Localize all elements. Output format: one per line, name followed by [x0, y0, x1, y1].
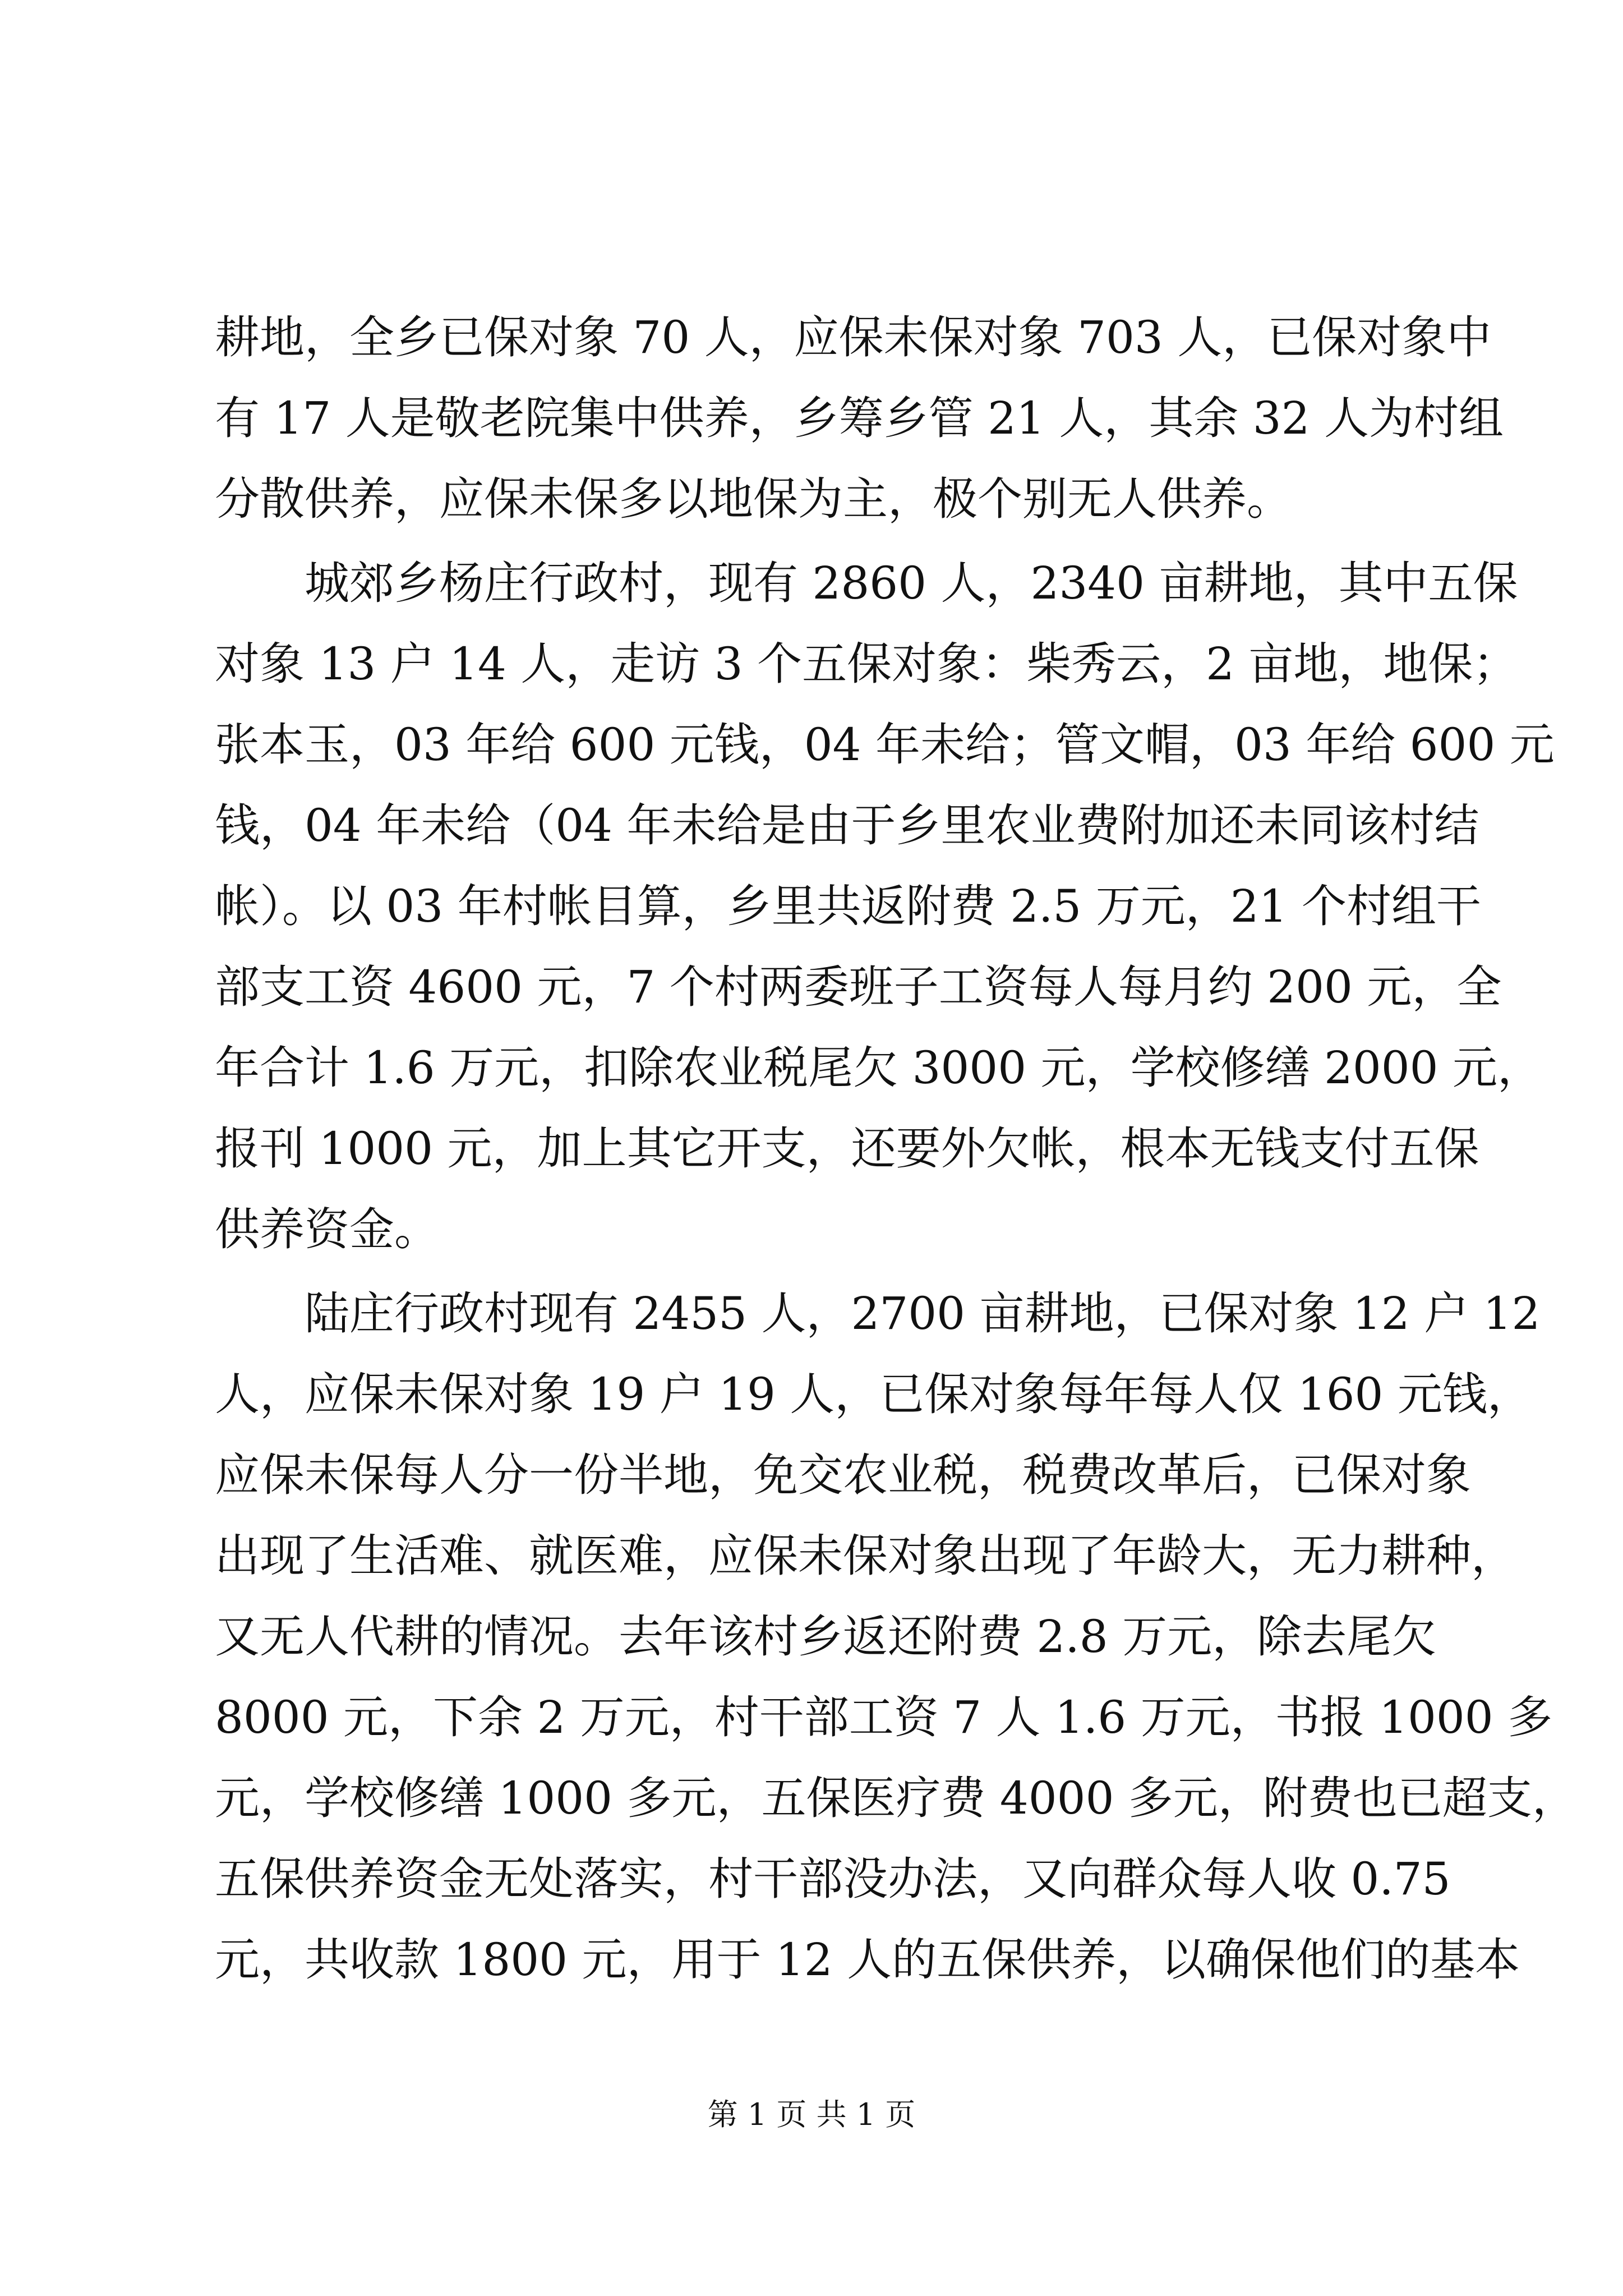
text-line: 报刊 1000 元，加上其它开支，还要外欠帐，根本无钱支付五保 — [215, 1122, 1479, 1175]
text-line: 出现了生活难、就医难，应保未保对象出现了年龄大，无力耕种， — [215, 1530, 1516, 1582]
text-line: 又无人代耕的情况。去年该村乡返还附费 2.8 万元，除去尾欠 — [215, 1611, 1437, 1663]
text-line: 应保未保每人分一份半地，免交农业税，税费改革后，已保对象 — [215, 1449, 1471, 1501]
text-line: 人，应保未保对象 19 户 19 人，已保对象每年每人仅 160 元钱， — [215, 1368, 1532, 1420]
page-footer: 第 1 页 共 1 页 — [707, 2097, 916, 2132]
text-line: 分散供养，应保未保多以地保为主，极个别无人供养。 — [215, 473, 1292, 525]
text-line: 部支工资 4600 元，7 个村两委班子工资每人每月约 200 元，全 — [215, 961, 1502, 1013]
text-line: 元，学校修缮 1000 多元，五保医疗费 4000 多元，附费也已超支， — [215, 1772, 1577, 1824]
text-line: 钱，04 年未给（04 年未给是由于乡里农业费附加还未同该村结 — [215, 799, 1479, 852]
text-line: 张本玉，03 年给 600 元钱，04 年未给；管文帽，03 年给 600 元 — [215, 719, 1555, 771]
text-line: 帐）。以 03 年村帐目算，乡里共返附费 2.5 万元，21 个村组干 — [215, 880, 1481, 932]
paragraph-start-line: 城郊乡杨庄行政村，现有 2860 人，2340 亩耕地，其中五保 — [215, 557, 1518, 609]
text-line: 年合计 1.6 万元，扣除农业税尾欠 3000 元，学校修缮 2000 元， — [215, 1042, 1542, 1094]
text-line: 有 17 人是敬老院集中供养，乡筹乡管 21 人，其余 32 人为村组 — [215, 392, 1504, 444]
text-line: 元，共收款 1800 元，用于 12 人的五保供养，以确保他们的基本 — [215, 1934, 1520, 1986]
paragraph-start-line: 陆庄行政村现有 2455 人，2700 亩耕地，已保对象 12 户 12 — [215, 1287, 1541, 1340]
text-line: 耕地，全乡已保对象 70 人，应保未保对象 703 人，已保对象中 — [215, 311, 1492, 364]
text-line: 8000 元，下余 2 万元，村干部工资 7 人 1.6 万元，书报 1000 多 — [215, 1691, 1553, 1743]
text-line: 对象 13 户 14 人，走访 3 个五保对象：柴秀云，2 亩地，地保； — [215, 638, 1518, 690]
text-line: 五保供养资金无处落实，村干部没办法，又向群众每人收 0.75 — [215, 1853, 1451, 1905]
text-line: 供养资金。 — [215, 1203, 439, 1255]
document-body — [215, 297, 1577, 2000]
